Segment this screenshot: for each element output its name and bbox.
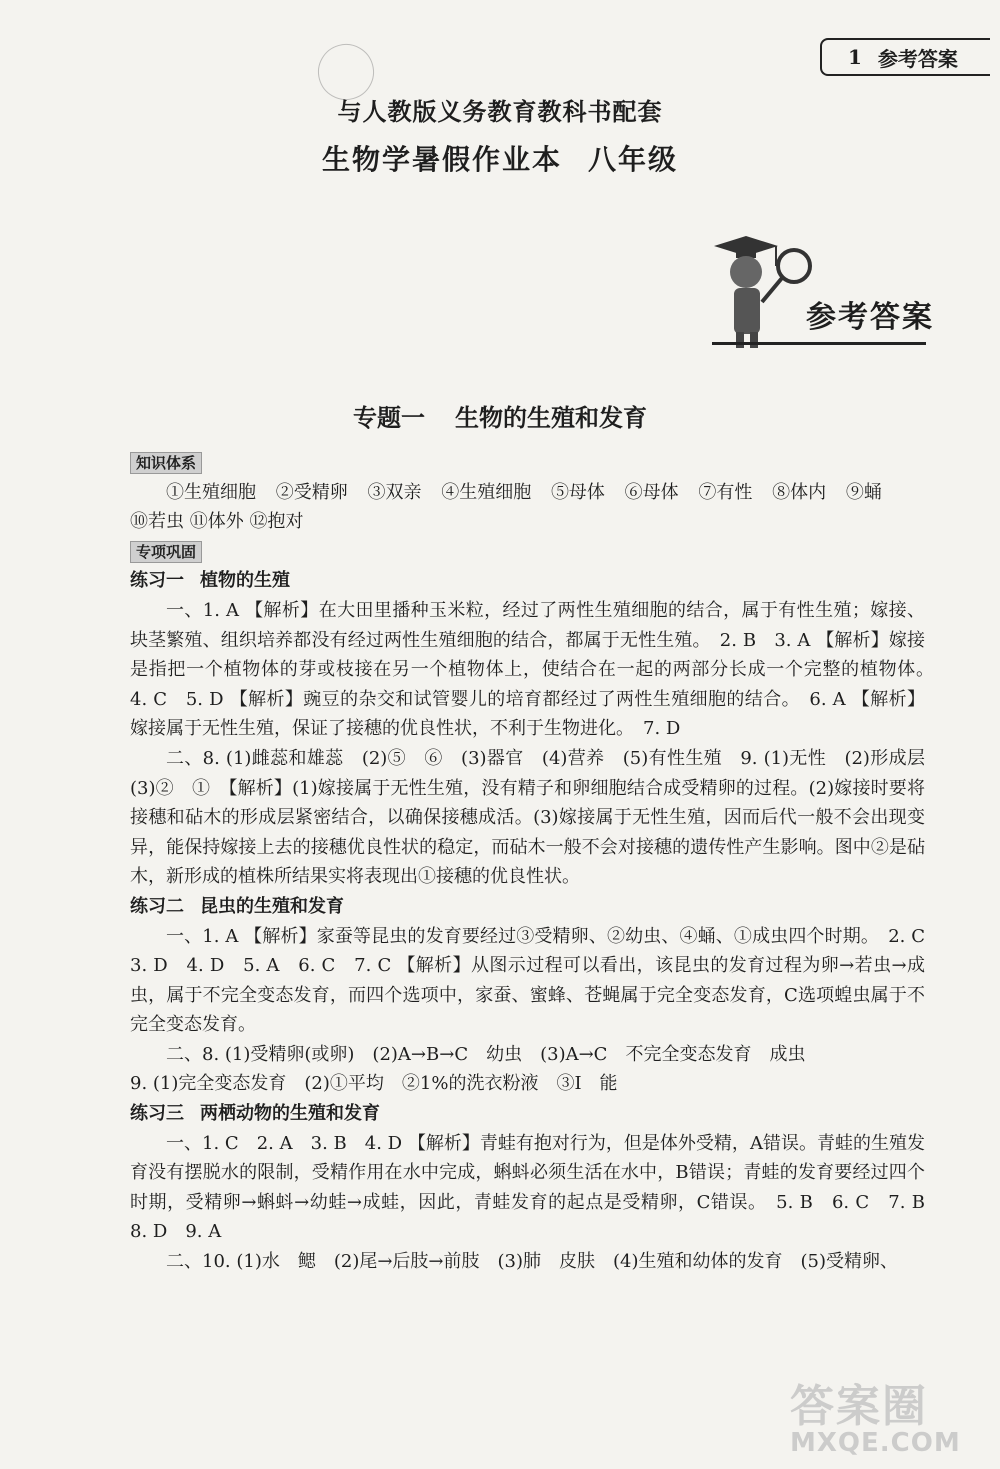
page-tab-label: 参考答案 [877, 46, 958, 71]
topic-label: 专题一 [353, 403, 425, 432]
exercise-2-part1: 一、1. A 【解析】家蚕等昆虫的发育要经过③受精卵、②幼虫、④蛹、①成虫四个时期。 2. C 3. D 4. D 5. A 6. C 7. C 【解析】从图示过程可以看出，该昆虫的发育过程为卵→若虫→成虫，属于不完全变态发育，而四个选项中，家蚕、蜜蜂、苍蝇属于完全变态发育，C选项蝗虫属于不完全变态发育。 [130, 925, 943, 1036]
knowledge-item: ⑫抱对 [249, 511, 304, 533]
exercise-2-title [130, 892, 925, 922]
exercise-3-title [130, 1099, 925, 1129]
exercise-2-part2: 二、8. (1)受精卵(或卵) (2)A→B→C 幼虫 (3)A→C 不完全变态发育 成虫 [166, 1043, 806, 1065]
exercise-label: 练习三 [130, 1103, 184, 1125]
watermark-url: MXQE.COM [790, 1428, 961, 1458]
page-number: 1 [848, 45, 862, 69]
exercise-1-title [130, 566, 925, 596]
exercise-label: 练习二 [130, 895, 184, 917]
topic-heading [0, 398, 1000, 433]
exercise-name: 植物的生殖 [200, 570, 290, 592]
consolidation-tag: 专项巩固 [130, 541, 202, 563]
page-number-tab [820, 38, 990, 76]
knowledge-item: ④生殖细胞 [441, 481, 532, 503]
header-title [0, 138, 1000, 178]
knowledge-item: ⑥母体 [624, 481, 679, 503]
knowledge-item: ③双亲 [367, 481, 422, 503]
exercise-name: 昆虫的生殖和发育 [200, 895, 344, 917]
answer-content [130, 448, 943, 1277]
answer-section-title: 参考答案 [806, 300, 934, 335]
exercise-name: 两栖动物的生殖和发育 [200, 1103, 380, 1125]
knowledge-item: ⑪体外 [189, 511, 244, 533]
knowledge-item: ①生殖细胞 [166, 481, 256, 503]
exercise-3-part2: 二、10. (1)水 鳃 (2)尾→后肢→前肢 (3)肺 皮肤 (4)生殖和幼体的发育 (5)受精卵、 [166, 1251, 898, 1273]
knowledge-item: ⑤母体 [550, 481, 605, 503]
exercise-2-part3: 9. (1)完全变态发育 (2)①平均 ②1%的洗衣粉液 ③Ⅰ 能 [130, 1073, 618, 1095]
site-watermark [790, 1370, 990, 1460]
knowledge-item: ②受精卵 [275, 481, 348, 503]
knowledge-items-line1 [130, 478, 925, 508]
book-title: 生物学暑假作业本 [321, 143, 562, 176]
watermark-logo-text: 答案圈 [790, 1381, 928, 1432]
knowledge-item: ⑧体内 [772, 481, 827, 503]
exercise-1-part2: 二、8. (1)雌蕊和雄蕊 (2)⑤ ⑥ (3)器官 (4)营养 (5)有性生殖 9. (1)无性 (2)形成层 (3)② ① 【解析】(1)嫁接属于无性生殖，没有精子和卵细胞结合成受精卵的过程。(2)嫁接时要将接穗和砧木的形成层紧密结合，以确保接穗成活。(3)嫁接属于无性生殖，因而后代一般不会出现变异，能保持嫁接上去的接穗优良性状的稳定，而砧木一般不会对接穗的遗传性产生影响。图中②是砧木，新形成的植株所结果实将表现出①接穗的优良性状。 [130, 747, 943, 888]
exercise-1-part1: 一、1. A 【解析】在大田里播种玉米粒，经过了两性生殖细胞的结合，属于有性生殖；嫁接、块茎繁殖、组织培养都没有经过两性生殖细胞的结合，都属于无性生殖。 2. B 3. A 【解析】嫁接是指把一个植物体的芽或枝接在另一个植物体上，使结合在一起的两部分长成一个完整的植物体。 4. C 5. D 【解析】豌豆的杂交和试管婴儿的培育都经过了两性生殖细胞的结合。 6. A 【解析】嫁接属于无性生殖，保证了接穗的优良性状，不利于生物进化。 7. D [130, 599, 943, 740]
knowledge-item: ⑦有性 [698, 481, 753, 503]
grade-label: 八年级 [588, 143, 679, 176]
knowledge-items-line2 [130, 507, 925, 537]
header-subtitle: 与人教版义务教育教科书配套 [337, 97, 663, 126]
knowledge-system-tag: 知识体系 [130, 452, 202, 474]
knowledge-item: ⑨蛹 [845, 481, 882, 503]
topic-title: 生物的生殖和发育 [455, 403, 647, 432]
exercise-3-part1: 一、1. C 2. A 3. B 4. D 【解析】青蛙有抱对行为，但是体外受精，A错误。青蛙的生殖发育没有摆脱水的限制，受精作用在水中完成，蝌蚪必须生活在水中，B错误；青蛙的发育要经过四个时期，受精卵→蝌蚪→幼蛙→成蛙，因此，青蛙发育的起点是受精卵，C错误。 5. B 6. C 7. B 8. D 9. A [130, 1132, 943, 1243]
exercise-label: 练习一 [130, 570, 184, 592]
title-underline [712, 342, 926, 345]
knowledge-item: ⑩若虫 [130, 511, 184, 533]
